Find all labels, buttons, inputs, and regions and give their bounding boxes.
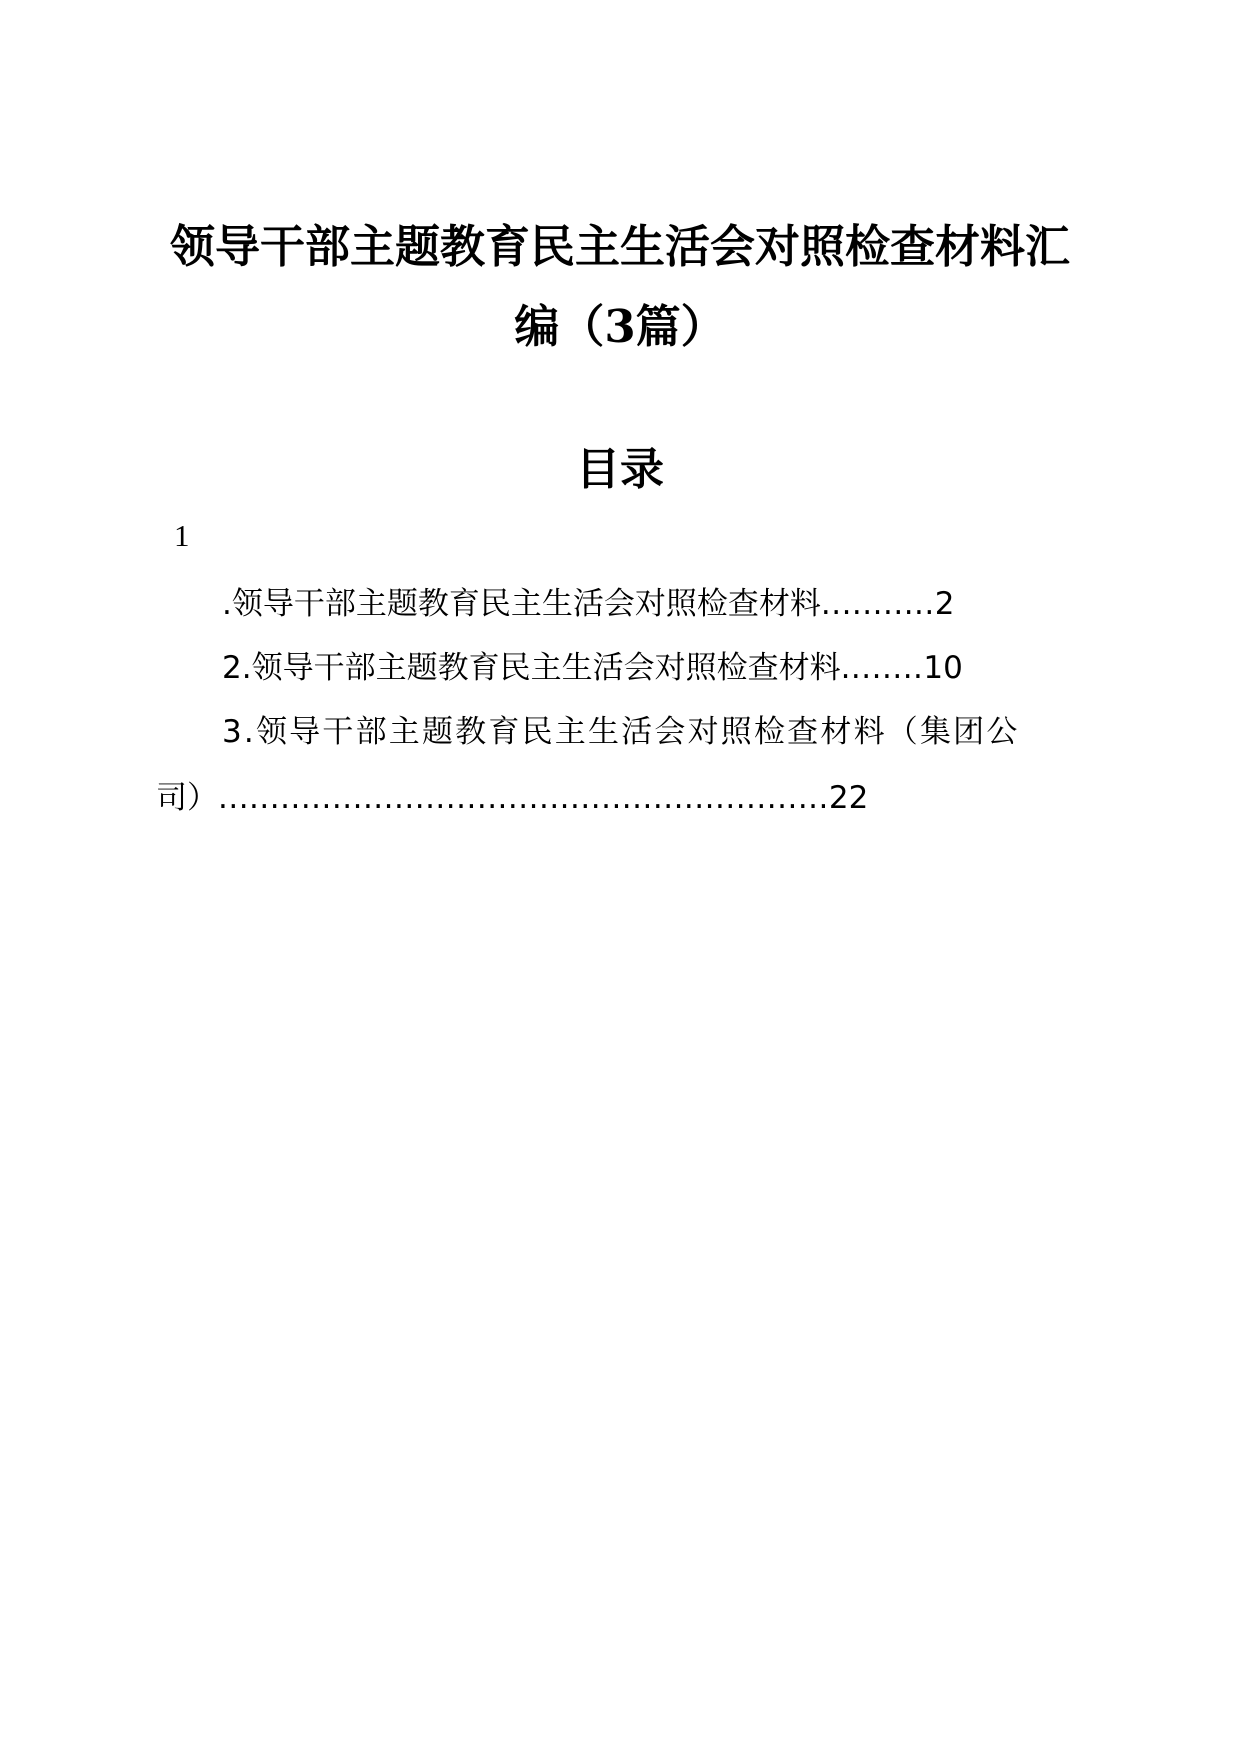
toc-entry-2-text: 2.领导干部主题教育民主生活会对照检查材料 [222,650,841,686]
document-title-line-2: 编（3篇） [514,300,726,353]
toc-entry-3-line-2[interactable] [156,776,868,820]
toc-entry-3-text-line-2: 司） [156,780,218,816]
toc-entry-1-page: 2 [934,586,955,622]
toc-entry-3-text-line-1: 3.领导干部主题教育民主生活会对照检查材料（集团公 [222,714,1020,750]
toc-entry-3-page: 22 [828,780,869,816]
document-title-line-1: 领导干部主题教育民主生活会对照检查材料汇 [169,220,1070,273]
toc-stray-number: 1 [174,518,190,553]
toc-entry-2-leader: ........ [840,650,924,686]
toc-entry-3-leader: ........................................................... [218,780,829,816]
toc-entry-3-line-1[interactable] [222,710,1020,754]
toc-heading: 目录 [576,444,664,495]
toc-entry-2[interactable] [222,646,963,690]
toc-entry-1-text: .领导干部主题教育民主生活会对照检查材料 [222,586,821,622]
toc-entry-1-leader: ........... [820,586,935,622]
toc-entry-1[interactable] [222,582,955,626]
toc-entry-2-page: 10 [923,650,963,686]
